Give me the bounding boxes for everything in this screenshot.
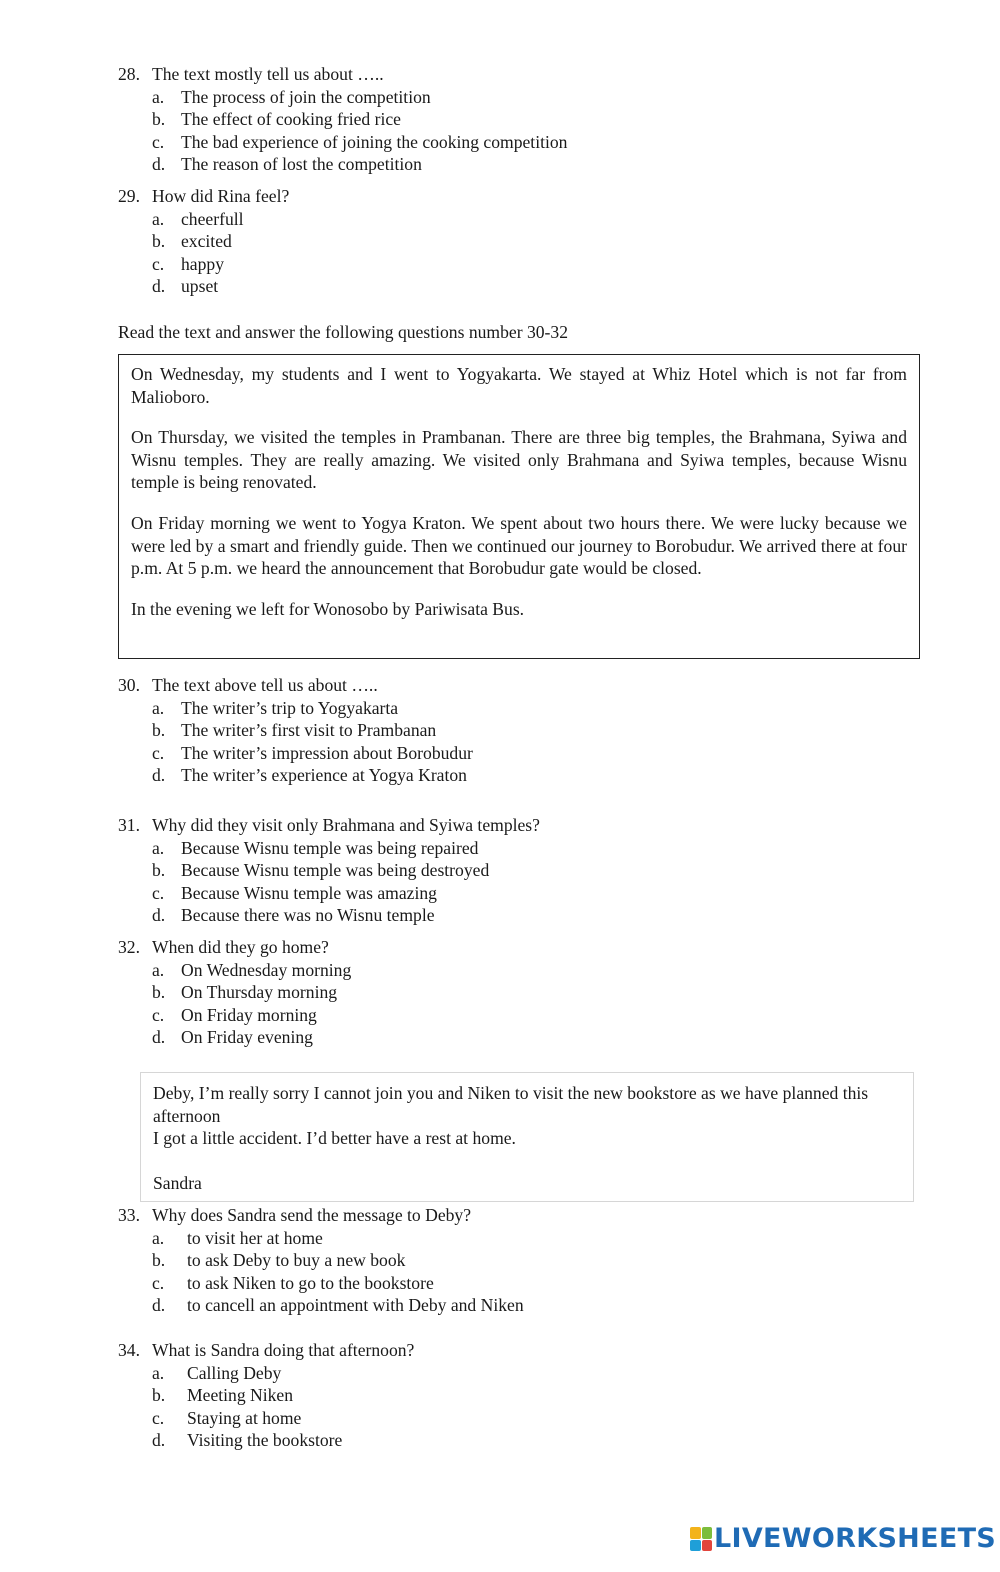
- question-34: [118, 1339, 938, 1452]
- question-number: 28.: [118, 64, 140, 84]
- question-28: [118, 63, 938, 176]
- option-text: Visiting the bookstore: [187, 1430, 343, 1451]
- option-text: to cancell an appointment with Deby and Niken: [187, 1295, 524, 1316]
- question-text: How did Rina feel?: [152, 186, 290, 206]
- logo-tile: [690, 1527, 701, 1539]
- option-letter: d.: [152, 276, 166, 297]
- option-d[interactable]: [118, 1294, 938, 1317]
- logo-tile: [702, 1540, 713, 1552]
- option-c[interactable]: [118, 742, 938, 765]
- option-letter: d.: [152, 765, 166, 786]
- option-text: The process of join the competition: [181, 86, 431, 107]
- question-text: The text mostly tell us about …..: [152, 64, 384, 84]
- option-letter: a.: [152, 959, 165, 980]
- option-letter: d.: [152, 905, 166, 926]
- question-text: What is Sandra doing that afternoon?: [152, 1340, 415, 1360]
- question-stem: [118, 63, 938, 86]
- option-text: upset: [181, 276, 219, 297]
- option-text: Because there was no Wisnu temple: [181, 905, 435, 926]
- option-letter: b.: [152, 1385, 166, 1406]
- option-letter: b.: [152, 982, 166, 1003]
- option-letter: a.: [152, 1227, 165, 1248]
- option-b[interactable]: [118, 859, 938, 882]
- option-d[interactable]: [118, 1026, 938, 1049]
- message-signature: Sandra: [153, 1172, 202, 1193]
- option-letter: a.: [152, 1362, 165, 1383]
- option-d[interactable]: [118, 904, 938, 927]
- question-stem: [118, 814, 938, 837]
- question-stem: [118, 1339, 938, 1362]
- option-text: Staying at home: [187, 1407, 302, 1428]
- option-text: On Wednesday morning: [181, 959, 352, 980]
- question-29: [118, 185, 938, 298]
- question-text: When did they go home?: [152, 937, 329, 957]
- option-d[interactable]: [118, 1429, 938, 1452]
- option-text: Because Wisnu temple was amazing: [181, 882, 437, 903]
- option-letter: d.: [152, 1027, 166, 1048]
- question-text: Why did they visit only Brahmana and Syiwa temples?: [152, 815, 540, 835]
- logo-tile: [702, 1527, 713, 1539]
- option-letter: b.: [152, 231, 166, 252]
- option-text: The writer’s impression about Borobudur: [181, 742, 473, 763]
- question-text: The text above tell us about …..: [152, 675, 378, 695]
- option-text: Meeting Niken: [187, 1385, 294, 1406]
- question-number: 31.: [118, 815, 140, 835]
- question-stem: [118, 674, 938, 697]
- option-letter: c.: [152, 131, 165, 152]
- question-number: 29.: [118, 186, 140, 206]
- option-d[interactable]: [118, 153, 938, 176]
- option-a[interactable]: [118, 837, 938, 860]
- reading-passage-box: [118, 354, 920, 659]
- option-letter: a.: [152, 86, 165, 107]
- question-number: 33.: [118, 1205, 140, 1225]
- option-text: to ask Niken to go to the bookstore: [187, 1272, 434, 1293]
- question-stem: [118, 1204, 938, 1227]
- question-stem: [118, 185, 938, 208]
- option-letter: b.: [152, 720, 166, 741]
- option-letter: a.: [152, 697, 165, 718]
- option-letter: b.: [152, 860, 166, 881]
- option-letter: d.: [152, 154, 166, 175]
- question-31: [118, 814, 938, 927]
- option-a[interactable]: [118, 208, 938, 231]
- option-text: The bad experience of joining the cooking competition: [181, 131, 568, 152]
- liveworksheets-logo[interactable]: [690, 1522, 997, 1554]
- option-text: cheerfull: [181, 208, 244, 229]
- option-letter: b.: [152, 1250, 166, 1271]
- option-text: On Friday evening: [181, 1027, 313, 1048]
- passage-paragraph: In the evening we left for Wonosobo by Pariwisata Bus.: [131, 598, 525, 619]
- option-text: Calling Deby: [187, 1362, 282, 1383]
- option-text: On Thursday morning: [181, 982, 338, 1003]
- option-text: Because Wisnu temple was being destroyed: [181, 860, 490, 881]
- option-text: On Friday morning: [181, 1004, 317, 1025]
- option-b[interactable]: [118, 981, 938, 1004]
- option-letter: c.: [152, 1272, 165, 1293]
- message-body: I got a little accident. I’d better have a rest at home.: [153, 1128, 516, 1149]
- question-33: [118, 1204, 938, 1317]
- option-letter: a.: [152, 837, 165, 858]
- question-30: [118, 674, 938, 787]
- option-b[interactable]: [118, 108, 938, 131]
- option-letter: c.: [152, 1407, 165, 1428]
- option-letter: c.: [152, 253, 165, 274]
- question-32: [118, 936, 938, 1049]
- option-a[interactable]: [118, 86, 938, 109]
- option-text: The reason of lost the competition: [181, 154, 422, 175]
- option-c[interactable]: [118, 882, 938, 905]
- option-text: to ask Deby to buy a new book: [187, 1250, 406, 1271]
- option-c[interactable]: [118, 1407, 938, 1430]
- option-a[interactable]: [118, 959, 938, 982]
- liveworksheets-logo-icon: [690, 1527, 712, 1551]
- question-number: 30.: [118, 675, 140, 695]
- logo-tile: [690, 1540, 701, 1552]
- option-b[interactable]: [118, 719, 938, 742]
- logo-text: LIVEWORKSHEETS: [714, 1522, 997, 1554]
- question-text: Why does Sandra send the message to Deby?: [152, 1205, 472, 1225]
- passage-paragraph: On Friday morning we went to Yogya Kraton. We spent about two hours there. We were lucky because we were led by a smart and friendly guide. Then we continued our journey to Borobudur. We arrived there at four p.m. At 5 p.m. we heard the announcement that Borobudur gate would be closed.: [131, 512, 907, 579]
- option-b[interactable]: [118, 1384, 938, 1407]
- option-letter: c.: [152, 882, 165, 903]
- option-text: excited: [181, 231, 232, 252]
- option-b[interactable]: [118, 1249, 938, 1272]
- option-letter: a.: [152, 208, 165, 229]
- question-stem: [118, 936, 938, 959]
- option-text: Because Wisnu temple was being repaired: [181, 837, 479, 858]
- passage-paragraph: On Wednesday, my students and I went to Yogyakarta. We stayed at Whiz Hotel which is not far from Malioboro.: [131, 364, 907, 407]
- option-a[interactable]: [118, 1362, 938, 1385]
- option-text: The writer’s first visit to Prambanan: [181, 720, 437, 741]
- message-box: [140, 1072, 914, 1202]
- option-letter: d.: [152, 1295, 166, 1316]
- option-d[interactable]: [118, 764, 938, 787]
- message-body: Deby, I’m really sorry I cannot join you and Niken to visit the new bookstore as we have planned this afternoon: [153, 1083, 869, 1126]
- reading-instruction: Read the text and answer the following questions number 30-32: [118, 322, 569, 342]
- passage-paragraph: On Thursday, we visited the temples in Prambanan. There are three big temples, the Brahmana, Syiwa and Wisnu temples. They are really amazing. We visited only Brahmana and Syiwa temples, because Wisnu temple is being renovated.: [131, 427, 907, 493]
- option-text: The writer’s trip to Yogyakarta: [181, 697, 399, 718]
- option-c[interactable]: [118, 1004, 938, 1027]
- option-b[interactable]: [118, 230, 938, 253]
- option-text: The effect of cooking fried rice: [181, 109, 401, 130]
- option-text: The writer’s experience at Yogya Kraton: [181, 765, 467, 786]
- option-text: happy: [181, 253, 224, 274]
- option-letter: c.: [152, 742, 165, 763]
- option-letter: d.: [152, 1430, 166, 1451]
- option-c[interactable]: [118, 253, 938, 276]
- option-letter: c.: [152, 1004, 165, 1025]
- option-c[interactable]: [118, 1272, 938, 1295]
- question-number: 32.: [118, 937, 140, 957]
- question-number: 34.: [118, 1340, 140, 1360]
- option-c[interactable]: [118, 131, 938, 154]
- option-a[interactable]: [118, 1227, 938, 1250]
- option-a[interactable]: [118, 697, 938, 720]
- option-d[interactable]: [118, 275, 938, 298]
- option-text: to visit her at home: [187, 1227, 323, 1248]
- option-letter: b.: [152, 109, 166, 130]
